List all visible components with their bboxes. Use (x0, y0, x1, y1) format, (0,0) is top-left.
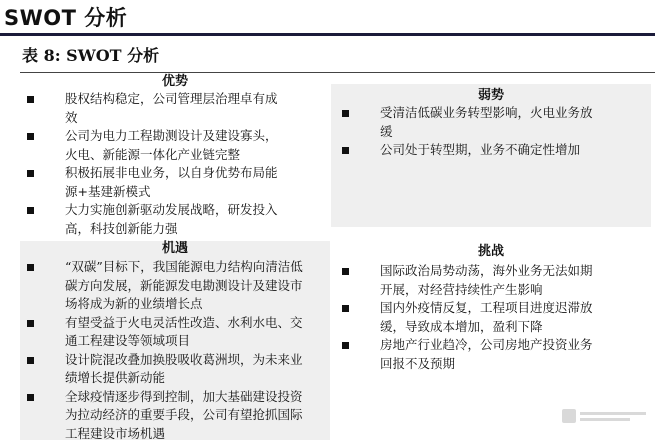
opportunities-heading: 机遇 (20, 241, 330, 256)
list-item (20, 127, 282, 164)
item-text: 受清洁低碳业务转型影响，火电业务放缓 (380, 105, 593, 139)
square-bullet-icon (27, 394, 34, 401)
table-caption: 表 8: SWOT 分析 (22, 43, 159, 66)
square-bullet-icon (27, 207, 34, 214)
list-item (335, 262, 597, 299)
watermark-mark (560, 405, 650, 427)
square-bullet-icon (27, 357, 34, 364)
strengths-heading: 优势 (20, 74, 330, 89)
square-bullet-icon (27, 264, 34, 271)
list-item (335, 141, 597, 160)
square-bullet-icon (342, 110, 349, 117)
item-text: “双碳”目标下，我国能源电力结构向清洁低碳方向发展，新能源发电勘测设计及建设市场将成为新的业绩增长点 (65, 259, 303, 311)
list-item (335, 104, 597, 141)
item-text: 国内外疫情反复，工程项目进度迟滞放缓，导致成本增加，盈利下降 (380, 300, 593, 334)
weaknesses-heading: 弱势 (331, 88, 651, 103)
item-text: 有望受益于火电灵活性改造、水利水电、交通工程建设等领域项目 (65, 315, 303, 349)
square-bullet-icon (27, 96, 34, 103)
threats-list (335, 262, 597, 373)
square-bullet-icon (342, 147, 349, 154)
square-bullet-icon (27, 170, 34, 177)
square-bullet-icon (342, 268, 349, 275)
item-text: 积极拓展非电业务，以自身优势布局能源+基建新模式 (65, 165, 278, 199)
item-text: 房地产行业趋冷，公司房地产投资业务回报不及预期 (380, 337, 593, 371)
list-item (335, 299, 597, 336)
threats-heading: 挑战 (331, 244, 651, 259)
list-item (20, 351, 312, 388)
item-text: 大力实施创新驱动发展战略，研发投入高，科技创新能力强 (65, 202, 278, 236)
list-item (20, 258, 312, 314)
list-item (335, 336, 597, 373)
square-bullet-icon (342, 342, 349, 349)
list-item (20, 388, 312, 443)
item-text: 股权结构稳定，公司管理层治理卓有成效 (65, 91, 278, 125)
list-item (20, 201, 282, 238)
strengths-list (20, 90, 282, 238)
item-text: 设计院混改叠加换股吸收葛洲坝，为未来业绩增长提供新动能 (65, 352, 303, 386)
strengths-quadrant (20, 73, 330, 241)
item-text: 国际政治局势动荡，海外业务无法如期开展，对经营持续性产生影响 (380, 263, 593, 297)
weaknesses-quadrant (331, 84, 651, 227)
square-bullet-icon (27, 320, 34, 327)
square-bullet-icon (342, 305, 349, 312)
list-item (20, 90, 282, 127)
list-item (20, 314, 312, 351)
list-item (20, 164, 282, 201)
item-text: 公司处于转型期，业务不确定性增加 (380, 142, 580, 157)
opportunities-quadrant (20, 241, 330, 440)
item-text: 公司为电力工程勘测设计及建设寡头，火电、新能源一体化产业链完整 (65, 128, 278, 162)
weaknesses-list (335, 104, 597, 160)
title-rule (0, 33, 655, 36)
page-title: SWOT 分析 (4, 2, 127, 32)
item-text: 全球疫情逐步得到控制，加大基础建设投资为拉动经济的重要手段，公司有望抢抓国际工程建设市场机遇 (65, 389, 303, 441)
opportunities-list (20, 258, 312, 443)
square-bullet-icon (27, 133, 34, 140)
